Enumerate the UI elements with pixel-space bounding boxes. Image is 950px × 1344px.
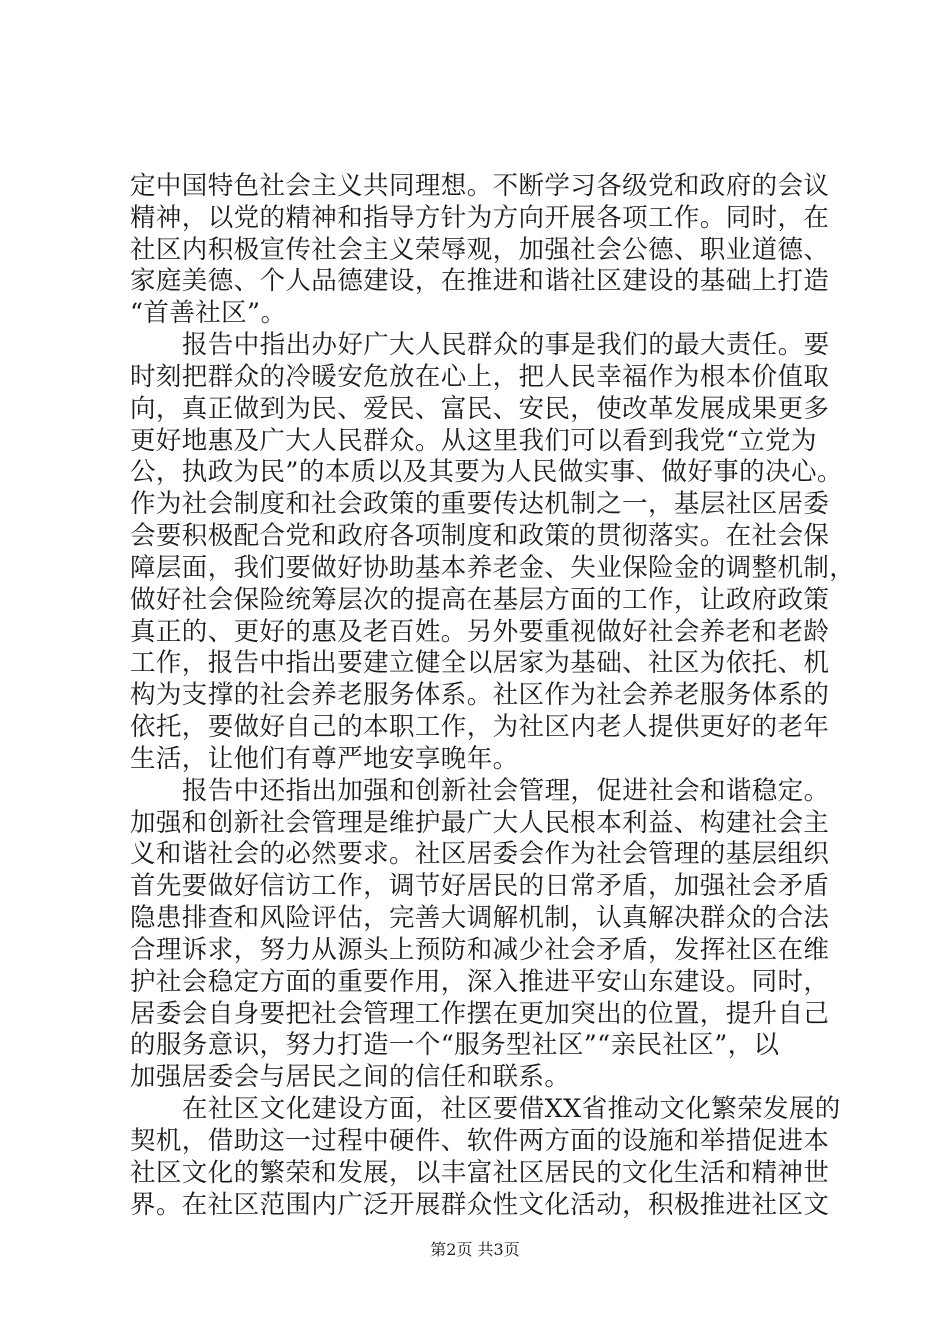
- text-line: 的服务意识，努力打造一个“服务型社区”“亲民社区”，以: [130, 1030, 780, 1061]
- text-line: “首善社区”。: [130, 298, 287, 329]
- text-line: 首先要做好信访工作，调节好居民的日常矛盾，加强社会矛盾: [130, 871, 830, 902]
- body-text: [130, 171, 856, 1221]
- text-line: 向，真正做到为民、爱民、富民、安民，使改革发展成果更多: [130, 393, 830, 424]
- text-line: 作为社会制度和社会政策的重要传达机制之一，基层社区居委: [130, 489, 830, 520]
- text-line: 界。在社区范围内广泛开展群众性文化活动，积极推进社区文: [130, 1189, 830, 1220]
- text-line: 生活，让他们有尊严地安享晚年。: [130, 743, 519, 774]
- text-line: 义和谐社会的必然要求。社区居委会作为社会管理的基层组织: [130, 839, 830, 870]
- text-line: 工作，报告中指出要建立健全以居家为基础、社区为依托、机: [130, 648, 830, 679]
- text-line: 障层面，我们要做好协助基本养老金、失业保险金的调整机制，: [130, 552, 856, 583]
- text-line: 社区文化的繁荣和发展，以丰富社区居民的文化生活和精神世: [130, 1157, 830, 1188]
- page-footer: 第2页 共3页: [430, 1240, 520, 1259]
- text-line: 契机，借助这一过程中硬件、软件两方面的设施和举措促进本: [130, 1125, 830, 1156]
- text-line: 隐患排查和风险评估，完善大调解机制，认真解决群众的合法: [130, 903, 830, 934]
- text-line: 构为支撑的社会养老服务体系。社区作为社会养老服务体系的: [130, 680, 830, 711]
- text-line: 精神，以党的精神和指导方针为方向开展各项工作。同时，在: [130, 202, 830, 233]
- text-line: 合理诉求，努力从源头上预防和减少社会矛盾，发挥社区在维: [130, 934, 830, 965]
- text-line: 依托，要做好自己的本职工作，为社区内老人提供更好的老年: [130, 712, 830, 743]
- text-line: 居委会自身要把社会管理工作摆在更加突出的位置，提升自己: [130, 998, 830, 1029]
- paragraph-first-line: 报告中指出办好广大人民群众的事是我们的最大责任。要: [182, 330, 830, 361]
- text-line: 护社会稳定方面的重要作用，深入推进平安山东建设。同时，: [130, 966, 830, 997]
- text-line: 社区内积极宣传社会主义荣辱观，加强社会公德、职业道德、: [130, 234, 830, 265]
- text-line: 加强居委会与居民之间的信任和联系。: [130, 1062, 571, 1093]
- text-line: 真正的、更好的惠及老百姓。另外要重视做好社会养老和老龄: [130, 616, 830, 647]
- text-line: 会要积极配合党和政府各项制度和政策的贯彻落实。在社会保: [130, 521, 830, 552]
- text-line: 家庭美德、个人品德建设，在推进和谐社区建设的基础上打造: [130, 266, 830, 297]
- text-line: 更好地惠及广大人民群众。从这里我们可以看到我党“立党为: [130, 425, 817, 456]
- text-line: 加强和创新社会管理是维护最广大人民根本利益、构建社会主: [130, 807, 830, 838]
- paragraph-first-line: 在社区文化建设方面，社区要借XX省推动文化繁荣发展的: [182, 1094, 841, 1125]
- text-line: 时刻把群众的冷暖安危放在心上，把人民幸福作为根本价值取: [130, 361, 830, 392]
- text-line: 公，执政为民”的本质以及其要为人民做实事、做好事的决心。: [130, 457, 843, 488]
- text-line: 定中国特色社会主义共同理想。不断学习各级党和政府的会议: [130, 171, 830, 201]
- paragraph-first-line: 报告中还指出加强和创新社会管理，促进社会和谐稳定。: [182, 775, 830, 806]
- text-line: 做好社会保险统筹层次的提高在基层方面的工作，让政府政策: [130, 584, 830, 615]
